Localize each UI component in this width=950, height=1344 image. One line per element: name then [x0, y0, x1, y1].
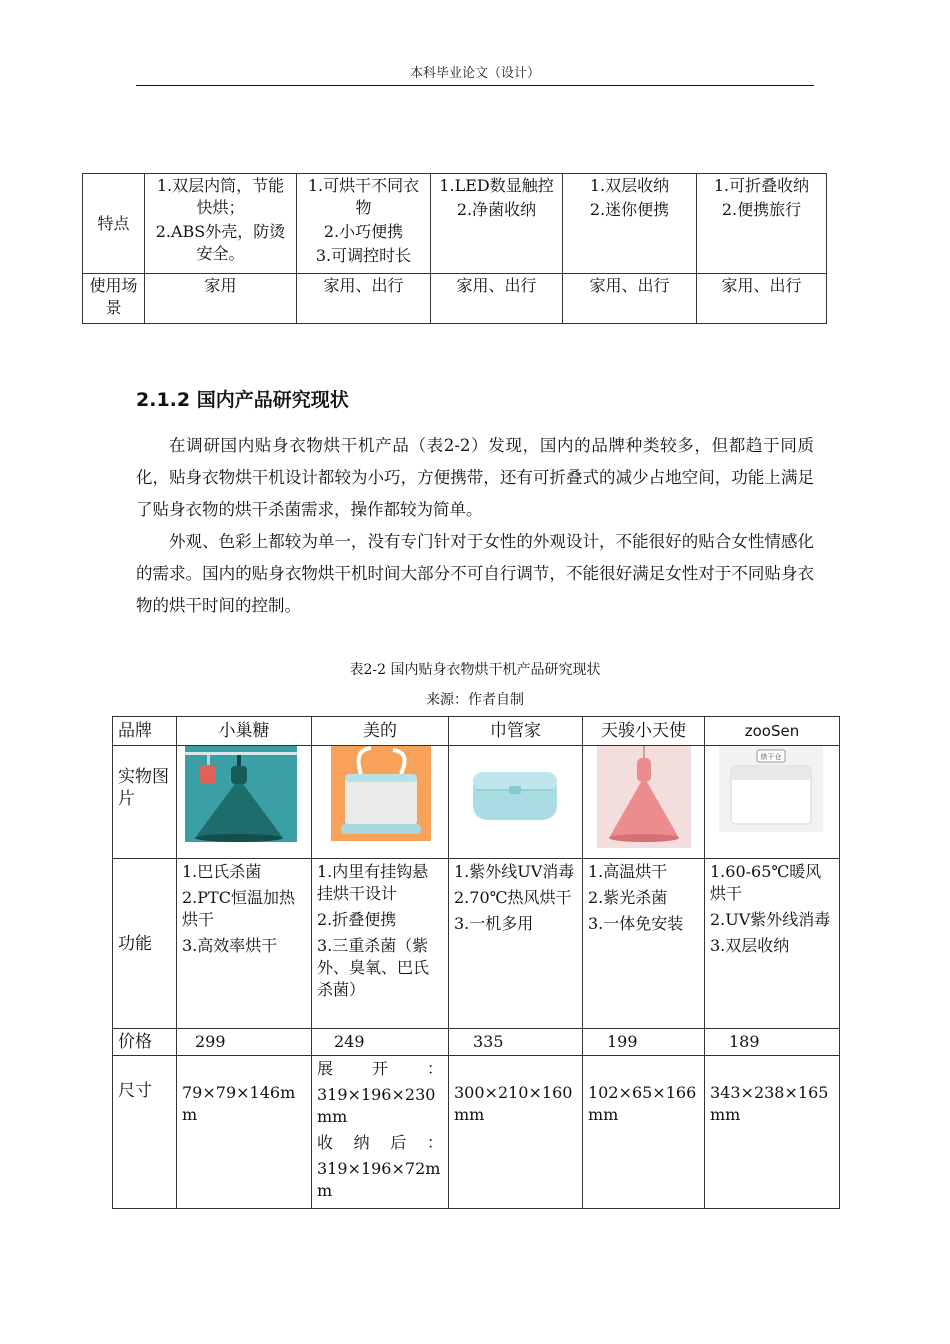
table-cell: 1.双层收纳 2.迷你便携	[563, 174, 697, 274]
table-cell: 家用、出行	[697, 274, 827, 324]
brand-cell: 小巢糖	[177, 717, 312, 746]
product-image-cell	[177, 746, 312, 859]
price-cell: 299	[177, 1029, 312, 1056]
product-photo-jinguanjia	[469, 764, 561, 826]
product-image-cell	[583, 746, 705, 859]
price-cell: 189	[705, 1029, 840, 1056]
product-photo-zoosen	[719, 746, 823, 832]
price-cell: 335	[449, 1029, 583, 1056]
function-label: 功能	[113, 859, 177, 1029]
price-cell: 199	[583, 1029, 705, 1056]
brand-label: 品牌	[113, 717, 177, 746]
table-cell: 1.双层内筒，节能快烘； 2.ABS外壳，防烫安全。	[145, 174, 297, 274]
table-row	[83, 274, 827, 324]
price-cell: 249	[312, 1029, 449, 1056]
table-cell: 1.可烘干不同衣物 2.小巧便携 3.可调控时长	[297, 174, 431, 274]
product-photo-tianjun	[597, 746, 691, 848]
row-label: 使用场景	[83, 274, 145, 324]
table-cell: 家用、出行	[297, 274, 431, 324]
size-cell: 343×238×165mm	[705, 1056, 840, 1209]
running-header: 本科毕业论文（设计）	[409, 66, 540, 81]
table-row	[113, 1056, 840, 1209]
table-cell: 1.可折叠收纳 2.便携旅行	[697, 174, 827, 274]
table-cell: 家用、出行	[431, 274, 563, 324]
product-photo-xiaochaotang	[185, 746, 297, 842]
table-row	[113, 717, 840, 746]
brand-cell: 美的	[312, 717, 449, 746]
function-cell: 1.内里有挂钩悬挂烘干设计 2.折叠便携 3.三重杀菌（紫外、臭氧、巴氏杀菌）	[312, 859, 449, 1029]
table-caption: 表2-2 国内贴身衣物烘干机产品研究现状	[349, 662, 601, 678]
product-image-cell	[449, 746, 583, 859]
size-label: 尺寸	[113, 1056, 177, 1209]
brand-cell: 巾管家	[449, 717, 583, 746]
function-cell: 1.60-65℃暖风烘干 2.UV紫外线消毒 3.双层收纳	[705, 859, 840, 1029]
svg-text:烘干仓: 烘干仓	[760, 753, 782, 761]
image-label: 实物图片	[113, 746, 177, 859]
function-cell: 1.紫外线UV消毒 2.70℃热风烘干 3.一机多用	[449, 859, 583, 1029]
product-image-cell	[312, 746, 449, 859]
table-cell: 家用、出行	[563, 274, 697, 324]
table-row	[113, 859, 840, 1029]
row-label: 特点	[83, 174, 145, 274]
size-cell: 300×210×160mm	[449, 1056, 583, 1209]
size-cell: 102×65×166mm	[583, 1056, 705, 1209]
table-source: 来源：作者自制	[426, 692, 524, 708]
table-cell: 1.LED数显触控 2.净菌收纳	[431, 174, 563, 274]
size-cell: 79×79×146mm	[177, 1056, 312, 1209]
header-rule	[136, 85, 814, 86]
paragraph: 在调研国内贴身衣物烘干机产品（表2-2）发现，国内的品牌种类较多，但都趋于同质化，贴身衣物烘干机设计都较为小巧，方便携带，还有可折叠式的减少占地空间，功能上满足了贴身衣物的烘干杀菌需求，操作都较为简单。	[136, 436, 814, 519]
function-cell: 1.巴氏杀菌 2.PTC恒温加热烘干 3.高效率烘干	[177, 859, 312, 1029]
table-cell: 家用	[145, 274, 297, 324]
table-row	[113, 1029, 840, 1056]
brand-cell: 天骏小天使	[583, 717, 705, 746]
price-label: 价格	[113, 1029, 177, 1056]
product-image-cell	[705, 746, 840, 859]
brand-cell: zooSen	[705, 717, 840, 746]
function-cell: 1.高温烘干 2.紫光杀菌 3.一体免安装	[583, 859, 705, 1029]
foreign-products-table	[82, 173, 827, 324]
table-row	[113, 746, 840, 859]
size-cell: 展开： 319×196×230mm 收纳后： 319×196×72mm	[312, 1056, 449, 1209]
section-heading: 2.1.2 国内产品研究现状	[136, 389, 349, 411]
product-photo-midea	[331, 746, 431, 841]
domestic-products-table	[112, 716, 840, 1209]
paragraph: 外观、色彩上都较为单一，没有专门针对于女性的外观设计，不能很好的贴合女性情感化的需求。国内的贴身衣物烘干机时间大部分不可自行调节，不能很好满足女性对于不同贴身衣物的烘干时间的控制。	[136, 532, 814, 615]
table-row	[83, 174, 827, 274]
